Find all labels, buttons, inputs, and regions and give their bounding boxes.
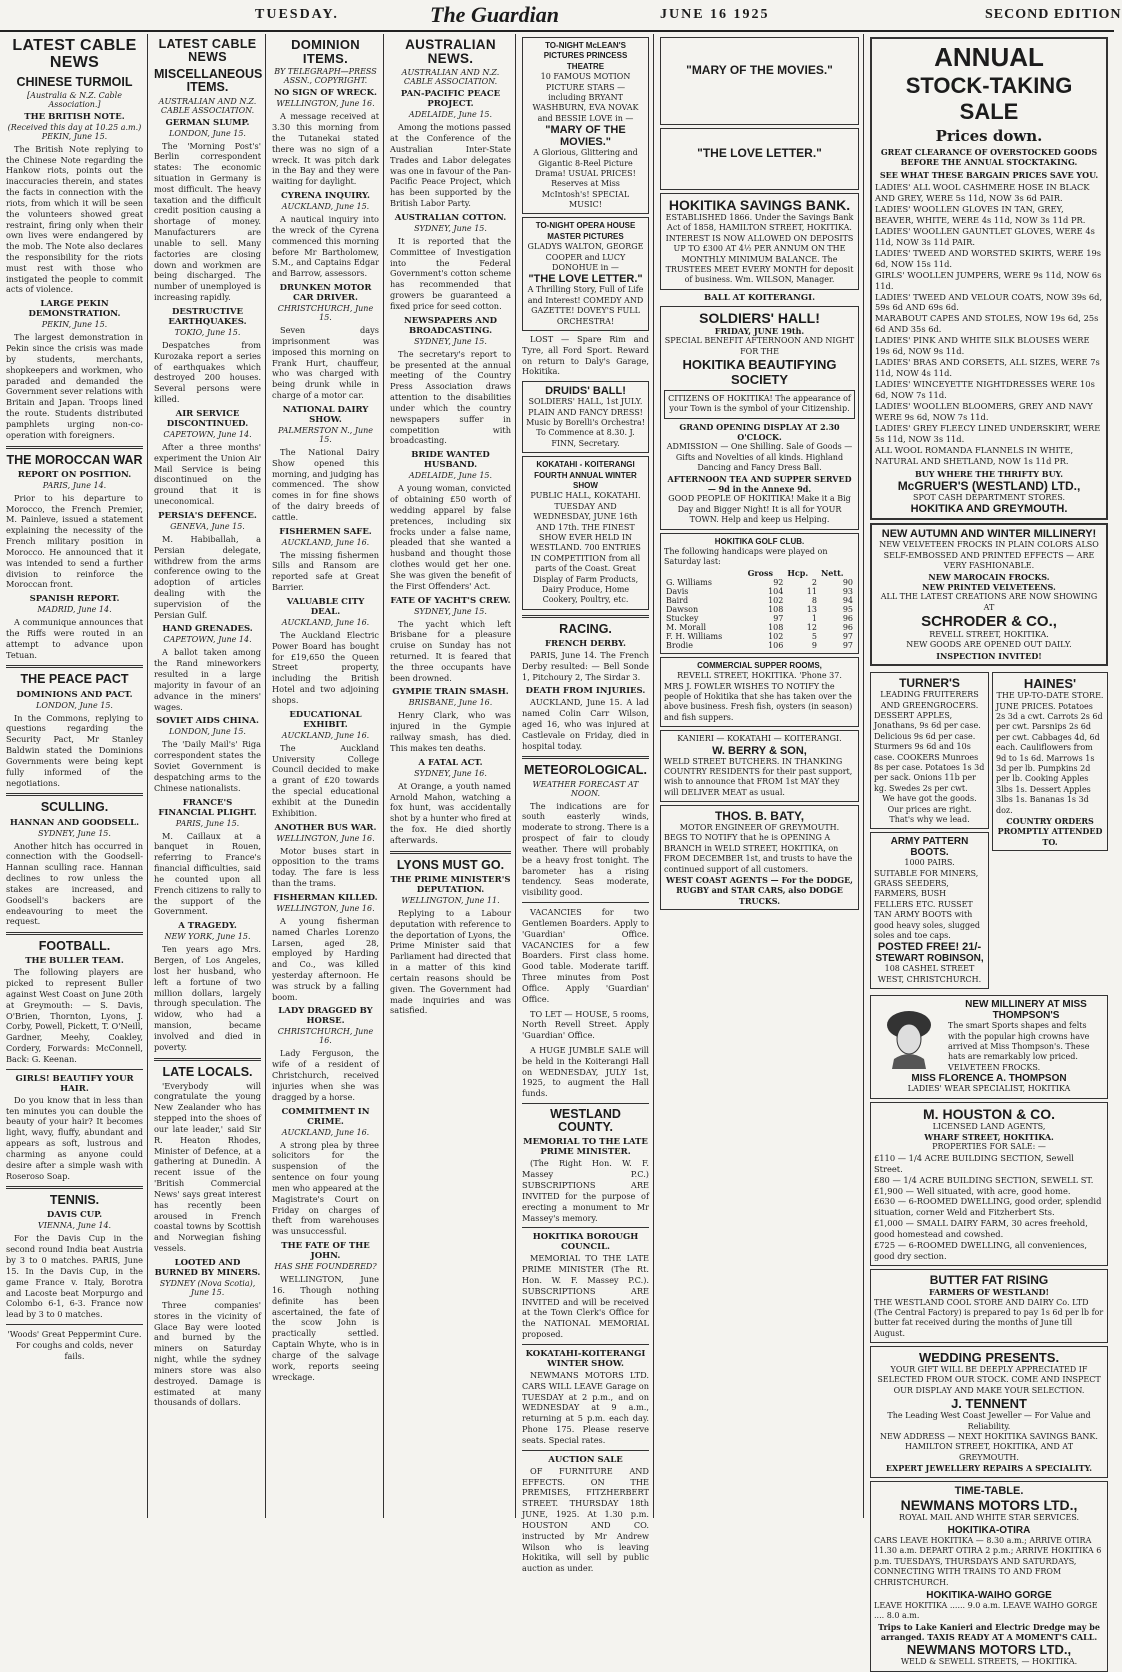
dominion-credit: BY TELEGRAPH—PRESS ASSN., COPYRIGHT. [274,67,377,86]
late-locals-heading: LATE LOCALS. [162,1064,253,1079]
fisherman-killed-body: A young fisherman named Charles Lorenzo Larsen, aged 28, employed by Harding and Co., was killed yesterday afternoon. He was struck by a falling boom. [272,915,379,1002]
jumble-sale-notice: A HUGE JUMBLE SALE will be held in the Koiterangi Hall on WEDNESDAY, JULY 1st, 1925, to augment the Hall funds. [522,1044,649,1099]
fisherman-killed-heading: FISHERMAN KILLED. [273,892,378,903]
golf-cell: 97 [773,613,784,623]
looted-heading: LOOTED AND BURNED BY MINERS. [154,1257,261,1278]
fishermen-dateline: AUCKLAND, June 16. [281,537,370,547]
property-item: £630 — 6-ROOMED DWELLING, good order, splendid situation, corner Weld and Fitzherbert Sts. [874,1196,1102,1218]
cotton-body: It is reported that the Committee of Investigation into the Federal Government's cotton scheme has recommended that growers be guaranteed a fixed price for seed cotton. [390,235,511,311]
winter-show-heading: KOKATAHI-KOITERANGI WINTER SHOW. [525,1348,646,1369]
french-derby-heading: FRENCH DERBY. [545,638,626,649]
mclean-pictures-ad-2: "MARY OF THE MOVIES." [660,37,859,125]
late-locals-body: 'Everybody will congratulate the young New Zealander who has stepped into the shoes of our late leader,' said Sir R. Heaton Rhodes, Minister of Defence, at a gathering at Dunedin. A recent issue of the 'British Commercial News' says great interest has recently been aroused in French coastal towns by Scottish and Norwegian fishing vessels. [154,1080,261,1254]
spanish-report-heading: SPANISH REPORT. [29,594,120,605]
woods-cure-ad: 'Woods' Great Peppermint Cure. For coughs and colds, never fails. [7,1329,142,1361]
john-heading: THE FATE OF THE JOHN. [281,1241,370,1262]
weather-body: The indications are for south easterly winds, moderate to strong. There is a prospect of fair to cloudy weather. There will probably be a heavy frost tonight. The barometer has a rising tendency. Seas moderate, visibility good. [522,800,649,898]
looted-body: Three companies' stores in the vicinity of Glace Bay were looted and burned by the miners on Saturday night, while the sydney miners store was also destroyed. Damage is estimated at many thousands of dollars. [154,1299,261,1408]
auction-body: OF FURNITURE AND EFFECTS. ON THE PREMISES, FITZHERBERT STREET. THURSDAY 18th JUNE, 1925. At 1.30 p.m. HOUSTON AND CO. instructed by Mr Andrew Wilson who is leaving Hokitika, will sell by public auction as under. [522,1465,649,1574]
tragedy-dateline: NEW YORK, June 15. [164,932,251,942]
golf-cell: 12 [806,622,817,632]
golf-row [664,596,855,605]
golf-column-header: Nett. [820,567,844,578]
pan-pacific-body: Among the motions passed at the Conference of the Australian Inter-State Trades and Labor delegates was one in favour of the Pan-Pacific Peace Project, which has been supported by the British Labor Party. [390,122,511,209]
moroccan-war-heading: THE MOROCCAN WAR [6,452,143,467]
weather-forecast-sub: WEATHER FORECAST AT NOON. [532,779,639,798]
air-service-dateline: CAPETOWN, June 14. [163,429,252,439]
golf-cell: 5 [811,631,817,641]
property-item: £80 — 1/4 ACRE BUILDING SECTION, SEWELL ST. [874,1174,1094,1185]
city-deal-body: The Auckland Electric Power Board has bought for £19,650 the Queen Street property, including the British Hotel and two adjoining shops. [272,629,379,705]
haines-ad: HAINES' THE UP-TO-DATE STORE. JUNE PRICES. Potatoes 2s 3d a cwt. Carrots 2s 6d per cwt. Parsnips 2s 6d per cwt. Cabbages 4d, 6d each. Cauliflowers from 9d to 1s 6d. Marrows 1s 3d per lb. Pumpkins 2d per lb. Cooking Apples 3lbs 1s. Dessert Apples 3lbs 1s. Bananas 1s 3d doz. COUNTRY ORDERS PROMPTLY ATTENDED TO. [992,672,1108,851]
golf-club-ad: HOKITIKA GOLF CLUB. The following handicaps were played on Saturday last: Gross Hcp. Nett. G. Williams 92 2 90 Davis 104 11 93 Baird 102 8 94 Dawson 108 13 95 Stuckey 97 1 96 M. Morall 108 12 96 F. H. Williams 102 5 97 Brodie 106 9 97 [660,533,859,654]
pan-pacific-heading: PAN-PACIFIC PEACE PROJECT. [400,89,501,110]
fishermen-body: The missing fishermen Sills and Ransom are reported safe at Great Barrier. [272,549,379,593]
bride-heading: BRIDE WANTED HUSBAND. [411,450,490,471]
golf-results-table [664,568,855,650]
golf-cell: 90 [842,577,853,587]
golf-cell: 2 [811,577,817,587]
death-heading: DEATH FROM INJURIES. [525,686,646,697]
sale-item: LADIES' BRAS AND CORSETS, ALL SIZES, WERE 7s 11d, NOW 4s 11d. [875,357,1100,379]
golf-cell: 97 [842,640,853,650]
vacancies-notice: VACANCIES for two Gentlemen Boarders. Apply to 'Guardian' Office. VACANCIES for a few Boarders. First class home. Good table. Moderate tariff. Three minutes from Post Office. Apply 'Guardian' Office. [522,907,649,1004]
turners-ad: TURNER'S LEADING FRUITERERS AND GREENGROCERS. DESSERT APPLES, Jonathans, 9s 6d per case. Delicious 9s 6d per case. Sturmers 9s 6d and 10s case. COOKERS Munroes 8s per case. Potatoes 1s 3d per sack. Onions 11b per kg. Swedes 2s per cwt. We have got the goods. Our prices are right. That's why we lead. [870,672,989,829]
masthead-day: TUESDAY. [255,7,339,22]
savings-bank-ad: HOKITIKA SAVINGS BANK. ESTABLISHED 1866. Under the Savings Bank Act of 1858, HAMILTON STREET, HOKITIKA. INTEREST IS NOW ALLOWED ON DEPOSITS UP TO £300 AT 4½ PER ANNUM ON THE MONTHLY MINIMUM BALANCE. The TRUSTEES MEET EVERY MONTH for deposit of business. Wm. WILSON, Manager. [660,193,859,290]
soldiers-hall-ad: SOLDIERS' HALL! FRIDAY, JUNE 19th. SPECIAL BENEFIT AFTERNOON AND NIGHT FOR THE HOKITIKA BEAUTIFYING SOCIETY CITIZENS OF HOKITIKA! The appearance of your Town is the symbol of your Citizenship. GRAND OPENING DISPLAY AT 2.30 O'CLOCK. ADMISSION — One Shilling. Sale of Goods — Gifts and Novelties of all kinds. Highland Dancing and Fancy Dress Ball. AFTERNOON TEA AND SUPPER SERVED — 9d in the Annexe 9d. GOOD PEOPLE OF HOKITIKA! Make it a Big Day and Bigger Night! It is all for YOUR TOWN. Help and keep us Helping. [660,306,859,530]
newspapers-dateline: SYDNEY, June 15. [414,336,487,346]
golf-cell: 94 [842,595,853,605]
lost-notice: LOST — Spare Rim and Tyre, all Ford Sport. Reward on return to Daly's Garage, Hokitika. [522,333,649,377]
golf-cell: Brodie [666,640,693,650]
newspapers-heading: NEWSPAPERS AND BROADCASTING. [403,315,498,336]
druids-ball-ad: DRUIDS' BALL! SOLDIERS' HALL, 1st JULY. PLAIN AND FANCY DRESS! Music by Borelli's Orchestra! To Commence at 8.30. J. FINN, Secretary. [522,381,649,453]
lady-dragged-dateline: CHRISTCHURCH, June 16. [277,1027,374,1046]
golf-cell: F. H. Williams [666,631,723,641]
golf-cell: Stuckey [666,613,699,623]
sale-item: ALL WOOL ROMANDA FLANNELS IN WHITE, NATURAL AND SHETLAND, NOW 1s 11d PR. [875,444,1074,466]
golf-cell: G. Williams [666,577,712,587]
golf-cell: 96 [842,622,853,632]
prime-minister-dateline: WELLINGTON, June 11. [401,895,500,905]
latest-cable-news-heading: LATEST CABLE NEWS [12,37,137,71]
sale-item: GIRLS' WOOLLEN JUMPERS, WERE 9s 11d, NOW 6s 11d. [875,269,1102,291]
cotton-dateline: SYDNEY, June 15. [414,223,487,233]
stocktaking-sale-ad: ANNUAL STOCK-TAKING SALE Prices down. GREAT CLEARANCE OF OVERSTOCKED GOODS BEFORE THE ANNUAL STOCKTAKING. SEE WHAT THESE BARGAIN PRICES SAVE YOU. LADIES' ALL WOOL CASHMERE HOSE IN BLACK AND GREY, WERE 5s 11d, NOW 3s 6d PAIR. LADIES' WOOLLEN GLOVES IN TAN, GREY, BEAVER, WHITE, WERE 4s 11d, NOW 3s 11d PR. LADIES' WOOLLEN GAUNTLET GLOVES, WERE 4s 11d, NOW 3s 11d PAIR. LADIES' TWEED AND WORSTED SKIRTS, WERE 19s 6d, NOW 15s 11d. GIRLS' WOOLLEN JUMPERS, WERE 9s 11d, NOW 6s 11d. LADIES' TWEED AND VELOUR COATS, NOW 39s 6d, 59s 6d AND 69s 6d. MARABOUT CAPES AND STOLES, NOW 19s 6d, 25s 6d AND 35s 6d. LADIES' PINK AND WHITE SILK BLOUSES WERE 19s 6d, NOW 9s 11d. LADIES' BRAS AND CORSETS, ALL SIZES, WERE 7s 11d, NOW 4s 11d. LADIES' WINCEYETTE NIGHTDRESSES WERE 10s 6d, NOW 7s 11d. LADIES' WOOLLEN BLOOMERS, GREY AND NAVY WERE 9s 6d, NOW 7s 11d. LADIES' GREY FLEECY LINED UNDERSKIRT, WERE 5s 11d, NOW 3s 11d. ALL WOOL ROMANDA FLANNELS IN WHITE, NATURAL AND SHETLAND, NOW 1s 11d PR. BUY WHERE THE THRIFTY BUY. McGRUER'S (WESTLAND) LTD., SPOT CASH DEPARTMENT STORES. HOKITIKA AND GREYMOUTH. [870,37,1108,520]
bride-dateline: ADELAIDE, June 15. [408,471,493,481]
assoc-credit-2: AUSTRALIAN AND N.Z. CABLE ASSOCIATION. [158,96,257,115]
golf-row [664,605,855,614]
fatal-act-dateline: SYDNEY, June 16. [414,768,487,778]
thompson-millinery-ad: NEW MILLINERY AT MISS THOMPSON'S The smart Sports shapes and felts with the popular high crowns have arrived at Miss Thompson's. These hats are remarkably low priced. VELVETEEN FROCKS. MISS FLORENCE A. THOMPSON LADIES' WEAR SPECIALIST, HOKITIKA [870,995,1108,1098]
persia-dateline: GENEVA, June 15. [170,521,245,531]
houston-land-agents-ad: M. HOUSTON & CO. LICENSED LAND AGENTS, WHARF STREET, HOKITIKA. PROPERTIES FOR SALE: — £110 — 1/4 ACRE BUILDING SECTION, Sewell Street. £80 — 1/4 ACRE BUILDING SECTION, SEWELL ST. £1,900 — Well situated, with acre, good home. £630 — 6-ROOMED DWELLING, good order, splendid situation, corner Weld and Fitzherbert Sts. £1,000 — SMALL DAIRY FARM, 30 acres freehold, good homestead and cowshed. £725 — 6-ROOMED DWELLING, all conveniences, good dry section. [870,1102,1108,1267]
column-6 [866,34,1112,1667]
football-body: The following players are picked to represent Buller against West Coast on June 20th at Greymouth: — S. Davis, O'Brien, Thornton, Lyons, J. Corby, Powell, Pickett, T. O'Neill, Gardner, Meehy, Coakley, Cordery, Forwards: McConnell, Back: G. Keenan. [6,967,143,1064]
golf-column-header: Hcp. [787,567,809,578]
butter-fat-ad: BUTTER FAT RISING FARMERS OF WESTLAND! THE WESTLAND COOL STORE AND DAIRY Co. LTD (The Central Factory) is prepared to pay 1s 6d per lb for butter fat received during the months of June till August. [870,1269,1108,1343]
fatal-act-heading: A FATAL ACT. [418,757,483,768]
australian-credit: AUSTRALIAN AND N.Z. CABLE ASSOCIATION. [401,68,500,87]
cyrena-heading: CYRENA INQUIRY. [281,191,370,202]
cyrena-body: A nautical inquiry into the wreck of the Cyrena commenced this morning before Mr Bartholomew, S.M., and Captains Edgar and Barrow, assessors. [272,214,379,279]
yacht-crew-dateline: SYDNEY, June 15. [414,606,487,616]
golf-row [664,578,855,587]
moroccan-position-heading: REPORT ON POSITION. [17,469,132,480]
golf-cell: 13 [806,604,817,614]
lady-dragged-body: Lady Ferguson, the wife of a resident of Christchurch, received injuries when she was dragged by a horse. [272,1048,379,1102]
no-wreck-body: A message received at 3.30 this morning from the Tutanekai stated there was no sign of a wreck. It was pitch dark in the Bay and they were waiting for daylight. [272,111,379,187]
france-heading: FRANCE'S FINANCIAL PLIGHT. [158,797,257,818]
column-2 [150,34,266,1518]
rand-miners-body: A ballot taken among the Rand mineworkers resulted in a large majority in favour of an advance in the miners' wages. [154,647,261,712]
football-heading: FOOTBALL. [38,939,111,954]
sculling-dateline: SYDNEY, June 15. [38,828,111,838]
drunken-dateline: CHRISTCHURCH, June 15. [277,304,374,323]
property-item: £1,900 — Well situated, with acre, good home. [874,1185,1071,1196]
opera-house-ad-2: "THE LOVE LETTER." [660,128,859,190]
sculling-subheading: HANNAN AND GOODSELL. [9,817,140,828]
golf-cell: 106 [768,640,784,650]
france-body: M. Caillaux at a banquet in Rouen, referring to France's financial difficulties, said he counted upon all French citizens to rally to the support of the Government. [154,830,261,917]
golf-row [664,587,855,596]
winter-show-body: NEWMANS MOTORS LTD. CARS WILL LEAVE Garage on TUESDAY at 2 p.m., and on WEDNESDAY at 9 a.m., returning at 5 p.m. each day. Phone 175. Please reserve seats. Special rates. [522,1369,649,1445]
bride-body: A young woman, convicted of obtaining £50 worth of wedding apparel by false pretences, including six frocks under a false name, pleaded that she wanted a husband and thought those clothes would get her one. She was given the benefit of the First Offenders' Act. [390,483,511,591]
buller-team-heading: THE BULLER TEAM. [25,956,124,967]
air-service-body: After a three months' experiment the Union Air Mail Service is being discontinued on the ground that it is uneconomical. [154,441,261,507]
rand-miners-dateline: CAPETOWN, June 14. [163,635,252,645]
borough-council-heading: HOKITIKA BOROUGH COUNCIL. [532,1232,639,1253]
education-heading: EDUCATIONAL EXHIBIT. [289,709,362,730]
sale-item: LADIES' PINK AND WHITE SILK BLOUSES WERE 19s 6d, NOW 9s 11d. [875,335,1090,357]
looted-dateline: SYDNEY (Nova Scotia), June 15. [159,1278,256,1297]
persia-body: M. Habiballah, a Persian delegate, withdrew from the arms conference owing to the adoption of articles dealing with the supervision of the Persian Gulf. [154,533,261,620]
pekin-demo-body: The largest demonstration in Pekin since the crisis was made by students, merchants, shopkeepers and workmen, who paraded and demanded the Government sever relations with Britain and Japan. Troops lined the route. Students distributed pamphlets urging non-co-operation with foreigners. [6,332,143,440]
prime-minister-body: Replying to a Labour deputation with reference to the deportation of Lyons, the Prime Minister said that Parliament had directed that in a matter of this kind certain reasons should be given. The Government had made inquiries and was satisfied. [390,907,511,1016]
earthquake-body: Despatches from Kurozaka report a series of earthquakes which destroyed 200 houses. Several persons were killed. [154,339,261,405]
british-note-heading: THE BRITISH NOTE. [24,111,125,122]
peace-pact-heading: THE PEACE PACT [20,672,129,687]
column-4 [386,34,516,1518]
john-subheading: HAS SHE FOUNDERED? [274,1262,377,1272]
sale-item: LADIES' TWEED AND WORSTED SKIRTS, WERE 19s 6d, NOW 15s 11d. [875,247,1102,269]
education-dateline: AUCKLAND, June 16. [281,730,370,740]
golf-cell: 1 [811,613,817,623]
sculling-body: Another hitch has occurred in connection with the Goodsell-Hannan sculling race. Hannan declines to row unless the stakes are increased, and Goodsell's backers are endeavouring to meet the request. [6,840,143,927]
golf-cell: 102 [768,595,784,605]
column-5b [656,34,864,1518]
bus-war-dateline: WELLINGTON, June 16. [276,833,375,843]
supper-rooms-ad: COMMERCIAL SUPPER ROOMS, REVELL STREET, HOKITIKA. 'Phone 37. MRS J. FOWLER WISHES TO NOTIFY the people of Hokitika that she has taken over the above business. Fresh fish, oysters (in season) and fish suppers. [660,657,859,727]
golf-cell: 108 [768,622,784,632]
tennent-jeweller-ad: WEDDING PRESENTS. YOUR GIFT WILL BE DEEPLY APPRECIATED IF SELECTED FROM OUR STOCK. COME AND INSPECT OUR DISPLAY AND MAKE YOUR SELECTION. J. TENNENT The Leading West Coast Jeweller — For Value and Reliability. NEW ADDRESS — NEXT HOKITIKA SAVINGS BANK. HAMILTON STREET, HOKITIKA, AND AT GREYMOUTH. EXPERT JEWELLERY REPAIRS A SPECIALITY. [870,1346,1108,1478]
newmans-timetable-ad: TIME-TABLE. NEWMANS MOTORS LTD., ROYAL MAIL AND WHITE STAR SERVICES. HOKITIKA-OTIRA CARS LEAVE HOKITIKA — 8.30 a.m.; ARRIVE OTIRA 11.30 a.m. DEPART OTIRA 2 p.m.; ARRIVE HOKITIKA 6 p.m. TUESDAYS, THURSDAYS AND SATURDAYS, CONNECTING WITH TRAINS TO AND FROM CHRISTCHURCH. HOKITIKA-WAIHO GORGE LEAVE HOKITIKA ...... 9.0 a.m. LEAVE WAIHO GORGE .... 8.0 a.m. Trips to Lake Kanieri and Electric Dredge may be arranged. TAXIS READY AT A MOMENT'S CALL. NEWMANS MOTORS LTD., WELD & SEWELL STREETS, — HOKITIKA. [870,1481,1108,1672]
yacht-crew-body: The yacht which left Brisbane for a pleasure cruise on Sunday has not returned. It is feared that the three occupants have been drowned. [390,618,511,683]
no-wreck-dateline: WELLINGTON, June 16. [276,99,375,109]
fisherman-killed-dateline: WELLINGTON, June 16. [276,903,375,913]
british-note-dateline: (Received this day at 10.25 a.m.) PEKIN, June 15. [7,122,142,141]
masthead-edition: SECOND EDITION [985,7,1122,22]
property-item: £1,000 — SMALL DAIRY FARM, 30 acres freehold, good homestead and cowshed. [874,1218,1088,1240]
schroder-ad: NEW AUTUMN AND WINTER MILLINERY! NEW VELVETEEN FROCKS IN PLAIN COLORS ALSO SELF-EMBOSSED AND PRINTED EFFECTS — ARE VERY FASHIONABLE. NEW MAROCAIN FROCKS. NEW PRINTED VELVETEENS. ALL THE LATEST CREATIONS ARE NOW SHOWING AT SCHRODER & CO., REVELL STREET, HOKITIKA. NEW GOODS ARE OPENED OUT DAILY. INSPECTION INVITED! [870,523,1108,666]
golf-cell: 92 [773,577,784,587]
golf-row [664,632,855,641]
crime-heading: COMMITMENT IN CRIME. [281,1106,370,1127]
soviet-dateline: LONDON, June 15. [169,727,246,737]
golf-cell: Dawson [666,604,699,614]
dairy-show-heading: NATIONAL DAIRY SHOW. [282,404,369,425]
golf-row [664,623,855,632]
latest-cable-news-heading-2: LATEST CABLE NEWS [158,37,257,65]
army-boots-ad: ARMY PATTERN BOOTS. 1000 PAIRS. SUITABLE FOR MINERS, GRASS SEEDERS, FARMERS, BUSH FELLERS ETC. RUSSET TAN ARMY BOOTS with good heavy soles, slugged soles and toe caps. POSTED FREE! 21/- STEWART ROBINSON, 108 CASHEL STREET WEST, CHRISTCHURCH. [870,832,989,989]
british-note-body: The British Note replying to the Chinese Note regarding the Hankow riots, points out the inaccuracies therein, and states the facts in connection with the riots, from which it will be seen the volunteers showed great restraint, firing only when their own lives were endangered by the mob. The Note also declares the responsibility for the riots must rest with those who instigated the people to commit acts of violence. [6,143,143,295]
fatal-act-body: At Orange, a youth named Arnold Mahon, watching a fox hunt, was accidentally shot by a hunter who fired at the fox. He died shortly afterwards. [390,780,511,845]
tragedy-heading: A TRAGEDY. [178,921,237,932]
pekin-demo-heading: LARGE PEKIN DEMONSTRATION. [28,299,121,320]
golf-column-header: Gross [747,567,773,578]
golf-cell: 97 [842,631,853,641]
dairy-body: The National Dairy Show opened this morning, and judging has commenced. The show comes in for fine shows of the dairy breeds of cattle. [272,446,379,522]
golf-cell: Baird [666,595,689,605]
newspapers-body: The secretary's report to be presented at the annual meeting of the Country Press Association draws attention to the disabilities under which the country newspapers suffer in competition with broadcasting. [390,348,511,446]
pekin-demo-dateline: PEKIN, June 15. [41,320,108,330]
property-item: £110 — 1/4 ACRE BUILDING SECTION, Sewell Street. [874,1152,1074,1174]
drunken-body: Seven days imprisonment was imposed this morning on Frank Hurt, chauffeur, who was charged with being drunk while in charge of a motor car. [272,325,379,401]
lady-dragged-heading: LADY DRAGGED BY HORSE. [278,1006,373,1027]
berry-butchers-ad: KANIERI — KOKATAHI — KOITERANGI. W. BERRY & SON, WELD STREET BUTCHERS. IN THANKING COUNTRY RESIDENTS for their past support, wish to announce that FROM 1st MAY they will DELIVER MEAT as usual. [660,730,859,802]
opera-house-ad: TO-NIGHT OPERA HOUSE MASTER PICTURES GLADYS WALTON, GEORGE COOPER and LUCY DONOHUE in — "THE LOVE LETTER." A Thrilling Story, Full of Life and Interest! COMEDY AND GAZETTE! DOVEY'S FULL ORCHESTRA! [522,217,649,331]
soviet-heading: SOVIET AIDS CHINA. [156,716,259,727]
memorial-body: (The Right Hon. W. F. Massey P.C.) SUBSCRIPTIONS ARE INVITED for the purpose of erecting a monument to Mr Massey's memory. [522,1158,649,1223]
fishermen-heading: FISHERMEN SAFE. [279,526,372,537]
golf-cell: 8 [811,595,817,605]
city-deal-heading: VALUABLE CITY DEAL. [286,596,365,617]
misc-items-heading: MISCELLANEOUS ITEMS. [154,67,263,95]
city-deal-dateline: AUCKLAND, June 16. [281,617,370,627]
citizens-box: CITIZENS OF HOKITIKA! The appearance of your Town is the symbol of your Citizenship. [664,390,855,419]
column-3 [268,34,384,1518]
golf-cell: Davis [666,586,689,596]
masthead-title: The Guardian [430,2,559,27]
pan-pacific-dateline: ADELAIDE, June 15. [408,110,493,120]
assoc-credit: [Australia & N.Z. Cable Association.] [27,90,122,109]
german-dateline: LONDON, June 15. [169,128,246,138]
golf-row [664,614,855,623]
borough-council-body: MEMORIAL TO THE LATE PRIME MINISTER (The Rt. Hon. W. F. Massey P.C.). SUBSCRIPTIONS ARE INVITED and will be received at the Town Clerk's Office for the NATIONAL MEMORIAL proposed. [522,1253,649,1340]
yacht-crew-heading: FATE OF YACHT'S CREW. [390,595,511,606]
gympie-heading: GYMPIE TRAIN SMASH. [392,687,509,698]
davis-cup-heading: DAVIS CUP. [46,1210,103,1221]
prime-minister-heading: THE PRIME MINISTER'S DEPUTATION. [390,874,511,895]
golf-cell: 96 [842,613,853,623]
cotton-heading: AUSTRALIAN COTTON. [394,212,507,223]
ball-heading: BALL AT KOITERANGI. [703,292,816,303]
earthquake-dateline: TOKIO, June 15. [174,327,241,337]
sale-item: LADIES' TWEED AND VELOUR COATS, NOW 39s 6d, 59s 6d AND 69s 6d. [875,291,1103,313]
bus-war-heading: ANOTHER BUS WAR. [274,822,377,833]
drunken-driver-heading: DRUNKEN MOTOR CAR DRIVER. [279,283,372,304]
lyons-heading: LYONS MUST GO. [396,857,505,872]
moroccan-dateline: PARIS, June 14. [42,480,107,490]
auction-heading: AUCTION SALE [548,1454,623,1465]
sculling-heading: SCULLING. [40,800,109,815]
sale-item: LADIES' ALL WOOL CASHMERE HOSE IN BLACK AND GREY, WERE 5s 11d, NOW 3s 6d PAIR. [875,182,1090,204]
death-body: AUCKLAND, June 15. A lad named Colin Carr Wilson, aged 16, who was injured at Castlevale on Friday, died in hospital today. [522,697,649,751]
lady-hat-illustration-icon [874,999,944,1069]
sale-item: LADIES' WOOLLEN GLOVES IN TAN, GREY, BEAVER, WHITE, WERE 4s 11d, NOW 3s 11d PR. [875,204,1086,225]
persia-heading: PERSIA'S DEFENCE. [158,510,257,521]
gympie-dateline: BRISBANE, June 16. [408,698,493,708]
memorial-heading: MEMORIAL TO THE LATE PRIME MINISTER. [523,1137,648,1158]
baty-motor-ad: THOS. B. BATY, MOTOR ENGINEER OF GREYMOUTH. BEGS TO NOTIFY that he is OPENING A BRANCH in WELD STREET, HOKITIKA, on FROM DECEMBER 1st, and trusts to have the continued support of all customers. WEST COAST AGENTS — For the DODGE, RUGBY and STAR CARS, also DODGE TRUCKS. [660,805,859,910]
mclean-pictures-ad: TO-NIGHT McLEAN'S PICTURES PRINCESS THEATRE 10 FAMOUS MOTION PICTURE STARS — including BRYANT WASHBURN, EVA NOVAK and BESSIE LOVE in — "MARY OF THE MOVIES." A Glorious, Glittering and Gigantic 8-Reel Picture Drama! USUAL PRICES! Reserves at Miss McIntosh's! SPECIAL MUSIC! [522,37,649,214]
france-dateline: PARIS, June 15. [175,818,240,828]
tragedy-body: Ten years ago Mrs. Bergen, of Los Angeles, lost her husband, who left a fortune of two million dollars, largely through speculation. The widow, who had a mansion, became involved and died in poverty. [154,944,261,1052]
masthead-date: JUNE 16 1925 [660,7,770,22]
spanish-dateline: MADRID, June 14. [37,605,112,615]
air-service-heading: AIR SERVICE DISCONTINUED. [166,408,249,429]
property-item: £725 — 6-ROOMED DWELLING, all conveniences, good dry section. [874,1240,1088,1262]
french-derby-body: PARIS, June 14. The French Derby resulted: — Bell Sonde 1, Pitchoury 2, The Sirdar 3. [522,649,649,682]
masthead [0,0,1122,32]
column-1 [2,34,148,1518]
dominions-pact-heading: DOMINIONS AND PACT. [16,689,133,700]
property-list [874,1153,1104,1262]
spanish-body: A communique announces that the Riffs were routed in an attempt to advance upon Tetuan. [6,617,143,660]
sale-items-list [875,182,1103,466]
german-slump-heading: GERMAN SLUMP. [165,117,250,128]
dominion-items-heading: DOMINION ITEMS. [291,37,360,66]
crime-body: A strong plea by three solicitors for the suspension of the sentence on four young men who appeared at the Magistrate's Court on Friday on charges of theft from warehouses was unsuccessful. [272,1139,379,1237]
gympie-body: Henry Clark, who was injured in the Gympie railway smash, has died. This makes ten deaths. [390,710,511,753]
golf-cell: 108 [768,604,784,614]
golf-cell: 102 [768,631,784,641]
crime-dateline: AUCKLAND, June 16. [281,1127,370,1137]
meteorological-heading: METEOROLOGICAL. [524,763,647,778]
racing-heading: RACING. [559,621,612,636]
golf-cell: 104 [768,586,784,596]
john-body: WELLINGTON, June 16. Though nothing definite has been ascertained, the fate of the scow John is practically settled. Captain Whyte, who is in charge of the salvage work, reports seeing wreckage. [272,1274,379,1382]
kokatahi-show-ad: KOKATAHI - KOITERANGI FOURTH ANNUAL WINTER SHOW PUBLIC HALL, KOKATAHI. TUESDAY AND WEDNESDAY, JUNE 16th AND 17th. THE FINEST SHOW EVER HELD IN WESTLAND. 700 ENTRIES IN COMPETITION from all parts of the Coast. Great Display of Farm Products, Dairy Produce, Home Cookery, Poultry, etc. [522,456,649,609]
sale-item: MARABOUT CAPES AND STOLES, NOW 19s 6d, 25s 6d AND 35s 6d. [875,313,1099,335]
to-let-notice: TO LET — HOUSE, 5 rooms, North Revell Street. Apply 'Guardian' Office. [522,1008,649,1041]
tennis-body: For the Davis Cup in the second round India beat Austria by 3 to 0 matches. PARIS, June 15. In the Davis Cup, in the game France v. Italy, Borotra and Lacoste beat Morpurgo and Colombo 6-1, 6-3. France now lead by 3 to 0 matches. [6,1233,143,1320]
golf-cell: 95 [842,604,853,614]
bus-war-body: Motor buses start in opposition to the trams today. The fare is less than the trams. [272,845,379,889]
sale-item: LADIES' WINCEYETTE NIGHTDRESSES WERE 10s 6d, NOW 7s 11d. [875,379,1095,400]
column-5 [518,34,654,1574]
golf-cell: 11 [806,586,817,596]
golf-column-header [664,568,746,578]
chinese-turmoil-heading: CHINESE TURMOIL [16,74,133,89]
golf-row [664,641,855,650]
australian-news-heading: AUSTRALIAN NEWS. [405,37,496,67]
dominions-body: In the Commons, replying to questions regarding the Security Pact, Mr Stanley Baldwin stated the Dominions Governments were being kept fully informed of the negotiations. [6,712,143,788]
sale-item: LADIES' WOOLLEN GAUNTLET GLOVES, WERE 4s 11d, NOW 3s 11d PAIR. [875,225,1095,247]
girls-hair-heading: GIRLS! BEAUTIFY YOUR HAIR. [15,1073,134,1094]
tennis-dateline: VIENNA, June 14. [37,1221,112,1231]
moroccan-body: Prior to his departure to Morocco, the French Premier, M. Painleve, issued a statement explaining the necessity of the French military position in Morocco. He announced that it was intended to send a further division to reinforce the Moroccan front. [6,492,143,590]
tennis-heading: TENNIS. [49,1193,100,1208]
golf-cell: M. Morall [666,622,706,632]
soviet-body: The 'Daily Mail's' Riga correspondent states the Soviet Government is despatching arms to the Chinese nationalists. [154,739,261,793]
cyrena-dateline: AUCKLAND, June 15. [281,202,370,212]
dairy-dateline: PALMERSTON N., June 15. [277,425,374,444]
dominions-dateline: LONDON, June 15. [36,700,113,710]
girls-hair-body: Do you know that in less than ten minutes you can double the beauty of your hair? It becomes light, wavy, fluffy, abundant and appears as soft, lustrous and charming as anyone could desire after a simple wash with Roseroso Soap. [6,1094,143,1181]
golf-cell: 93 [842,586,853,596]
education-body: The Auckland University College Council decided to make a grant of £20 towards the special educational exhibit at the Dunedin Exhibition. [272,742,379,818]
no-wreck-heading: NO SIGN OF WRECK. [274,88,377,99]
golf-cell: 9 [811,640,817,650]
westland-county-heading: WESTLAND COUNTY. [550,1107,621,1135]
german-body: The 'Morning Post's' Berlin correspondent states: The economic situation in Germany is most difficult. The heavy taxation and the difficult credit position causing a shortage of money. Manufacturers are unable to sell. Many factories are closing down and workmen are being discharged. The number of unemployed is increasing rapidly. [154,140,261,303]
sale-item: LADIES' WOOLLEN BLOOMERS, GREY AND NAVY WERE 9s 6d, NOW 7s 11d. [875,400,1093,422]
earthquake-heading: DESTRUCTIVE EARTHQUAKES. [168,306,247,327]
sale-item: LADIES' GREY FLEECY LINED UNDERSKIRT, WERE 5s 11d, NOW 3s 11d. [875,422,1101,444]
rand-miners-heading: HAND GRENADES. [162,624,253,635]
